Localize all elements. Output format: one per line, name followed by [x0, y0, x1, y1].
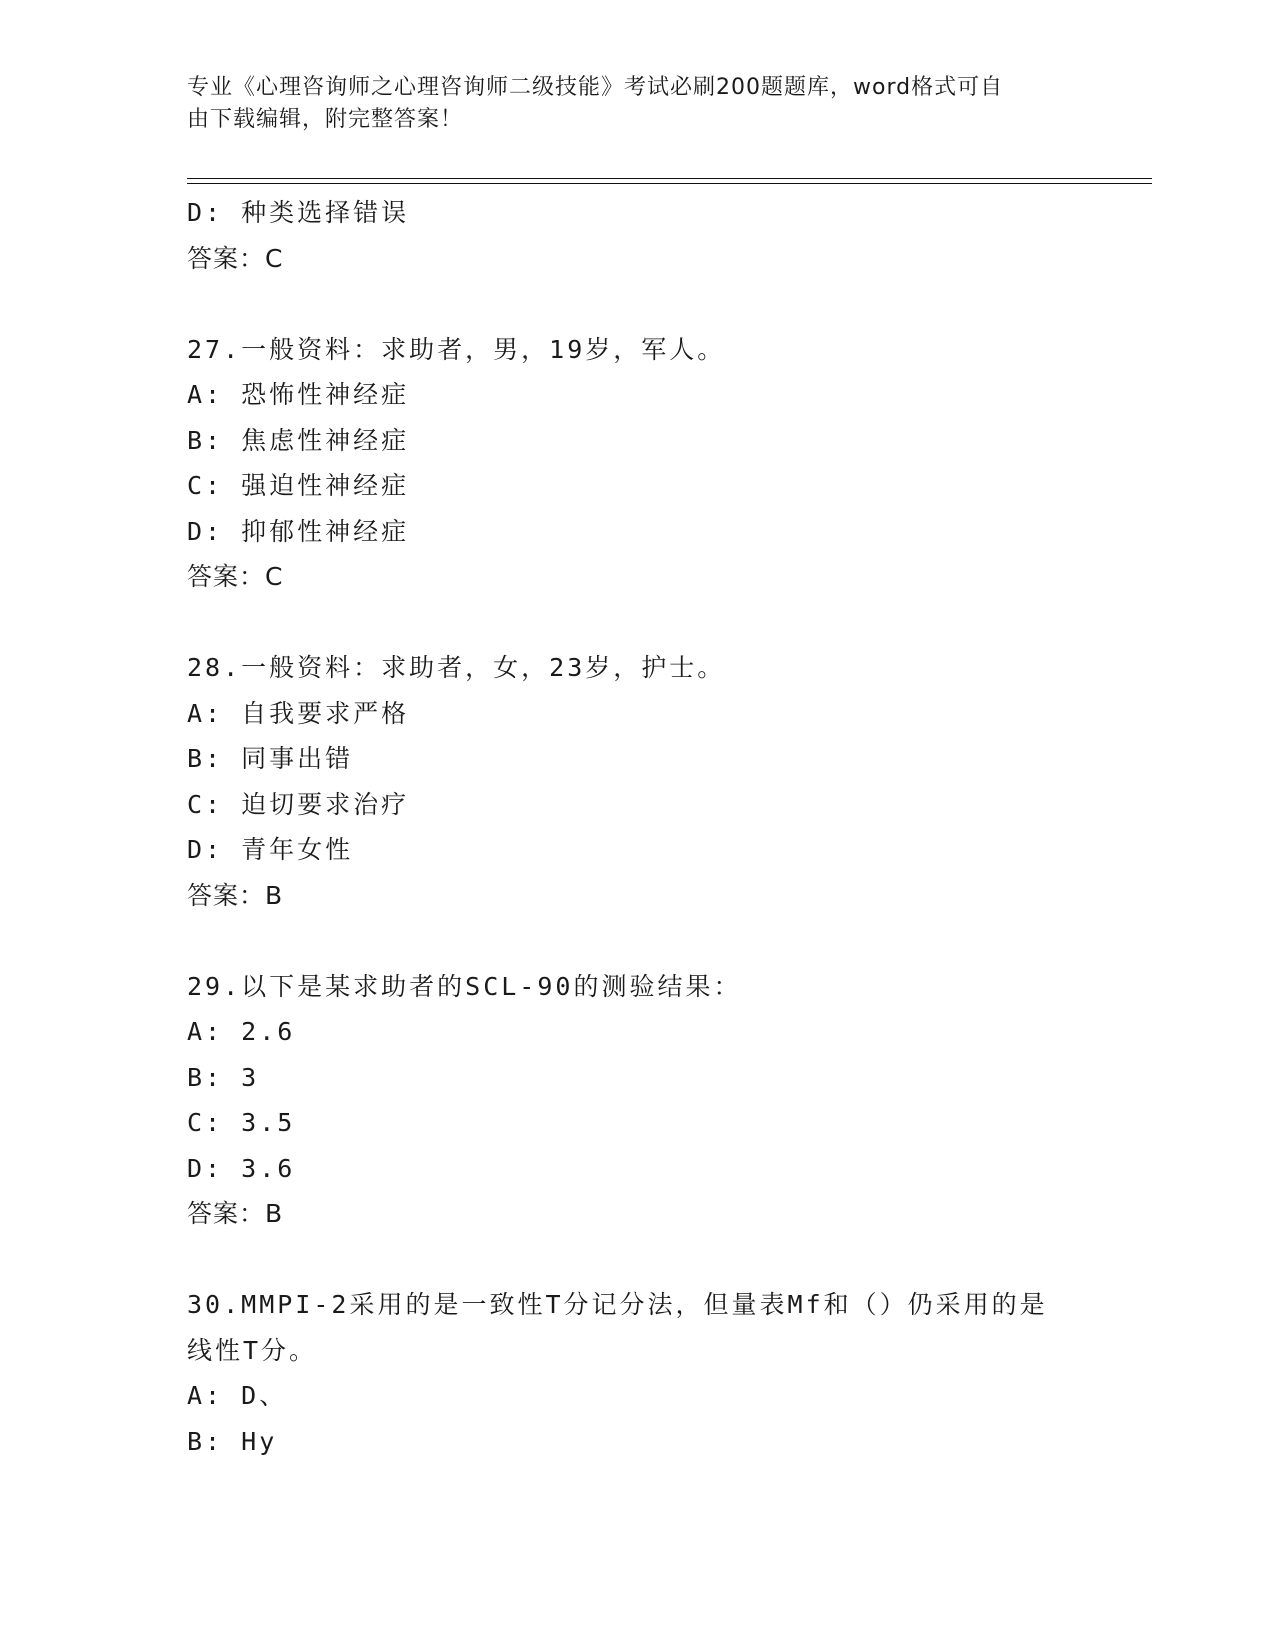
- question-list: [187, 190, 1087, 1464]
- option-d: D: 青年女性: [187, 835, 354, 864]
- option-c: C: 强迫性神经症: [187, 471, 410, 500]
- option-b: B: 同事出错: [187, 744, 354, 773]
- answer-line: 答案：C: [187, 562, 284, 591]
- option-d: D: 种类选择错误: [187, 198, 410, 227]
- option-c: C: 迫切要求治疗: [187, 789, 410, 819]
- option-c: C: 3.5: [187, 1108, 296, 1137]
- spacer: [187, 918, 1087, 964]
- question-block-28: [187, 645, 1087, 918]
- option-b: B: 焦虑性神经症: [187, 425, 410, 455]
- question-stem-line-1: 30.MMPI-2采用的是一致性T分记分法，但量表Mf和（）仍采用的是: [187, 1290, 1048, 1319]
- option-a: A: 恐怖性神经症: [187, 380, 410, 409]
- header-divider-top: [187, 178, 1152, 179]
- spacer: [187, 600, 1087, 646]
- question-block-30: [187, 1282, 1087, 1464]
- option-b: B: 3: [187, 1062, 260, 1092]
- document-header: [187, 72, 1067, 136]
- question-block-27: [187, 327, 1087, 600]
- header-title-line-2: 由下载编辑，附完整答案！: [187, 107, 464, 132]
- option-d: D: 3.6: [187, 1153, 296, 1183]
- spacer: [187, 1237, 1087, 1283]
- option-a: A: D、: [187, 1381, 288, 1410]
- header-title-line-1: 专业《心理咨询师之心理咨询师二级技能》考试必刷200题题库，word格式可自: [187, 75, 1004, 100]
- question-stem: 28.一般资料：求助者，女，23岁，护士。: [187, 653, 726, 682]
- question-stem-line-2: 线性T分。: [187, 1335, 318, 1365]
- spacer: [187, 281, 1087, 327]
- question-stem: 27.一般资料：求助者，男，19岁，军人。: [187, 334, 726, 364]
- question-block-29: [187, 964, 1087, 1237]
- option-b: B: Hy: [187, 1426, 278, 1456]
- question-block-26-tail: [187, 190, 1087, 281]
- question-stem: 29.以下是某求助者的SCL-90的测验结果：: [187, 971, 742, 1001]
- header-divider-bottom: [187, 183, 1152, 184]
- answer-line: 答案：B: [187, 880, 284, 910]
- option-a: A: 2.6: [187, 1017, 296, 1046]
- option-d: D: 抑郁性神经症: [187, 516, 410, 546]
- answer-line: 答案：C: [187, 243, 284, 273]
- answer-line: 答案：B: [187, 1199, 284, 1228]
- option-a: A: 自我要求严格: [187, 698, 410, 728]
